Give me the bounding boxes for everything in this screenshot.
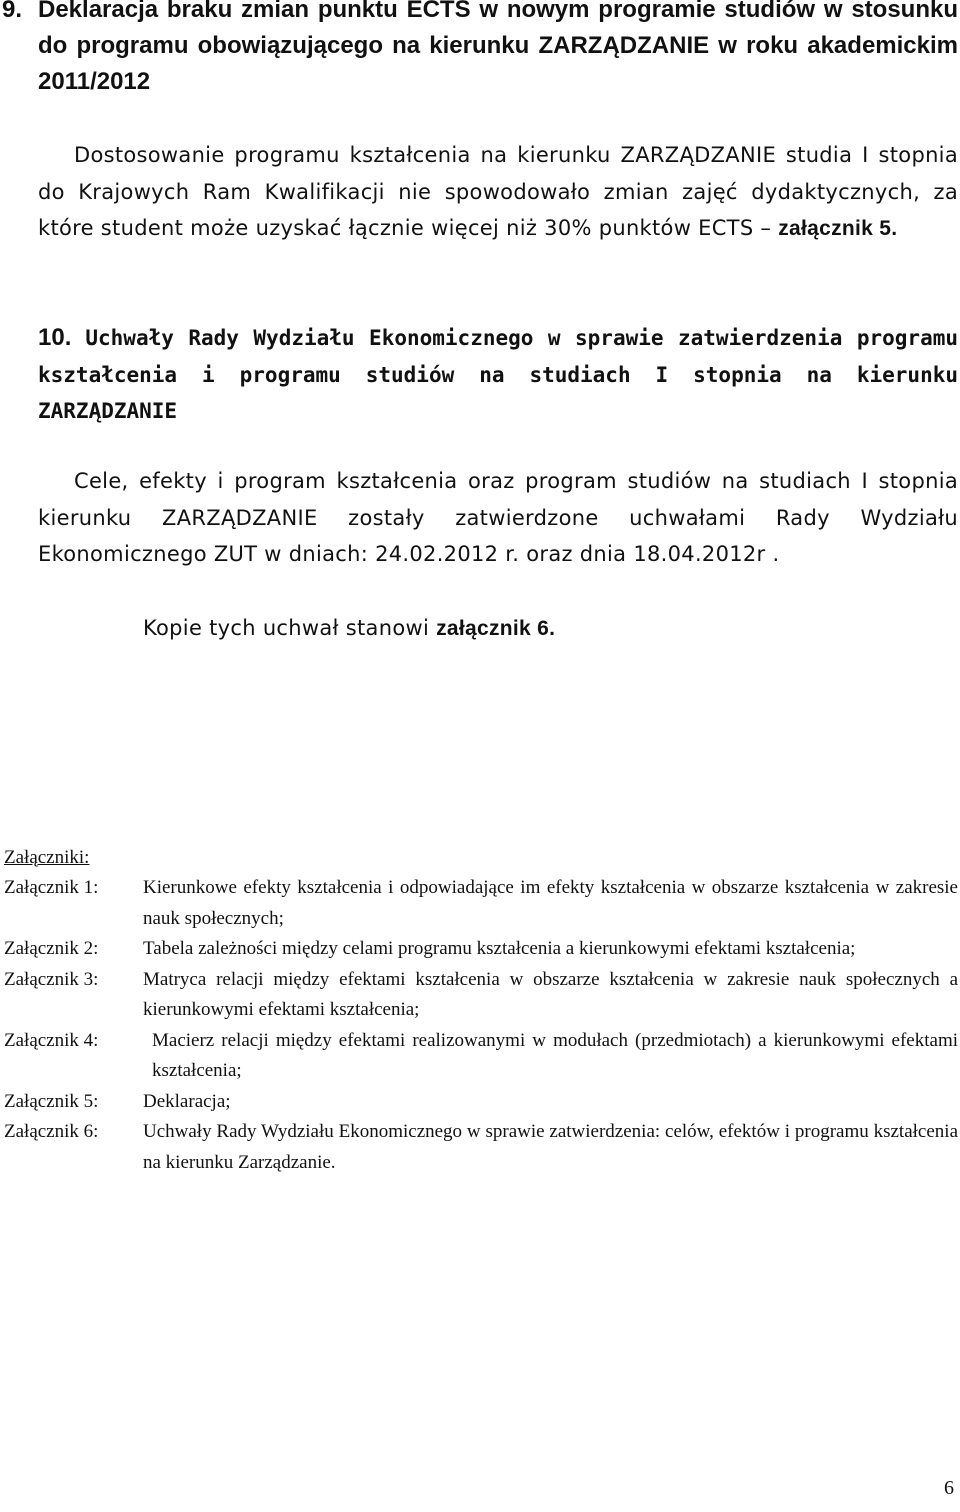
section-10-copies-line — [143, 610, 555, 647]
section-10-body — [38, 463, 958, 573]
attachment-item-5 — [4, 1087, 958, 1118]
section-10-attachment-ref: załącznik 6. — [436, 617, 556, 640]
section-10-body-text: Cele, efekty i program kształcenia oraz program studiów na studiach I stopnia kierunku ZARZĄDZANIE zostały zatwierdzone uchwałami Rady Wydziału Ekonomicznego ZUT w dniach: 24.02.2012 r. oraz dnia 18.04.2012r . — [38, 469, 958, 566]
attachment-label: Załącznik 6: — [4, 1121, 99, 1142]
attachment-label: Załącznik 2: — [4, 938, 99, 959]
attachment-label: Załącznik 4: — [4, 1029, 99, 1051]
section-9-number: 9. — [2, 0, 23, 23]
section-9-heading — [2, 0, 958, 100]
attachment-text: Tabela zależności między celami programu kształcenia a kierunkowymi efektami kształcenia; — [143, 938, 856, 959]
attachment-item-1 — [4, 873, 958, 934]
attachment-item-3 — [4, 965, 958, 1026]
attachment-item-2 — [4, 934, 958, 965]
attachment-text: Matryca relacji między efektami kształcenia w obszarze kształcenia w zakresie nauk społecznych a kierunkowymi efektami kształcenia; — [143, 968, 958, 1020]
attachment-text: Kierunkowe efekty kształcenia i odpowiadające im efekty kształcenia w obszarze kształcenia w zakresie nauk społecznych; — [143, 877, 958, 929]
page-number: 6 — [944, 1477, 954, 1499]
attachment-item-4 — [4, 1026, 958, 1087]
attachment-text: Uchwały Rady Wydziału Ekonomicznego w sprawie zatwierdzenia: celów, efektów i programu kształcenia na kierunku Zarządzanie. — [143, 1121, 958, 1173]
copies-text: Kopie tych uchwał stanowi — [143, 616, 430, 640]
attachment-label: Załącznik 1: — [4, 877, 99, 898]
section-10-heading-text: Uchwały Rady Wydziału Ekonomicznego w sprawie zatwierdzenia programu kształcenia i programu studiów na studiach I stopnia na kierunku ZARZĄDZANIE — [38, 326, 958, 423]
section-9-body-text: Dostosowanie programu kształcenia na kierunku ZARZĄDZANIE studia I stopnia do Krajowych Ram Kwalifikacji nie spowodowało zmian zajęć dydaktycznych, za które student może uzyskać łącznie więcej niż 30% punktów ECTS – — [38, 143, 958, 240]
attachment-text: Macierz relacji między efektami realizowanymi w modułach (przedmiotach) a kierunkowymi efektami kształcenia; — [152, 1029, 958, 1081]
section-10-number: 10. — [38, 324, 72, 351]
attachment-item-6 — [4, 1117, 958, 1178]
section-9-attachment-ref: załącznik 5. — [778, 217, 898, 240]
attachment-text: Deklaracja; — [143, 1090, 231, 1112]
attachments-title: Załączniki: — [4, 847, 90, 868]
attachment-label: Załącznik 5: — [4, 1090, 99, 1112]
section-9-body — [38, 137, 958, 248]
attachments-list — [4, 873, 958, 1178]
section-10-heading — [38, 320, 958, 430]
attachment-label: Załącznik 3: — [4, 968, 99, 990]
section-9-heading-text: Deklaracja braku zmian punktu ECTS w nowym programie studiów w stosunku do programu obowiązującego na kierunku ZARZĄDZANIE w roku akademickim 2011/2012 — [38, 0, 958, 95]
